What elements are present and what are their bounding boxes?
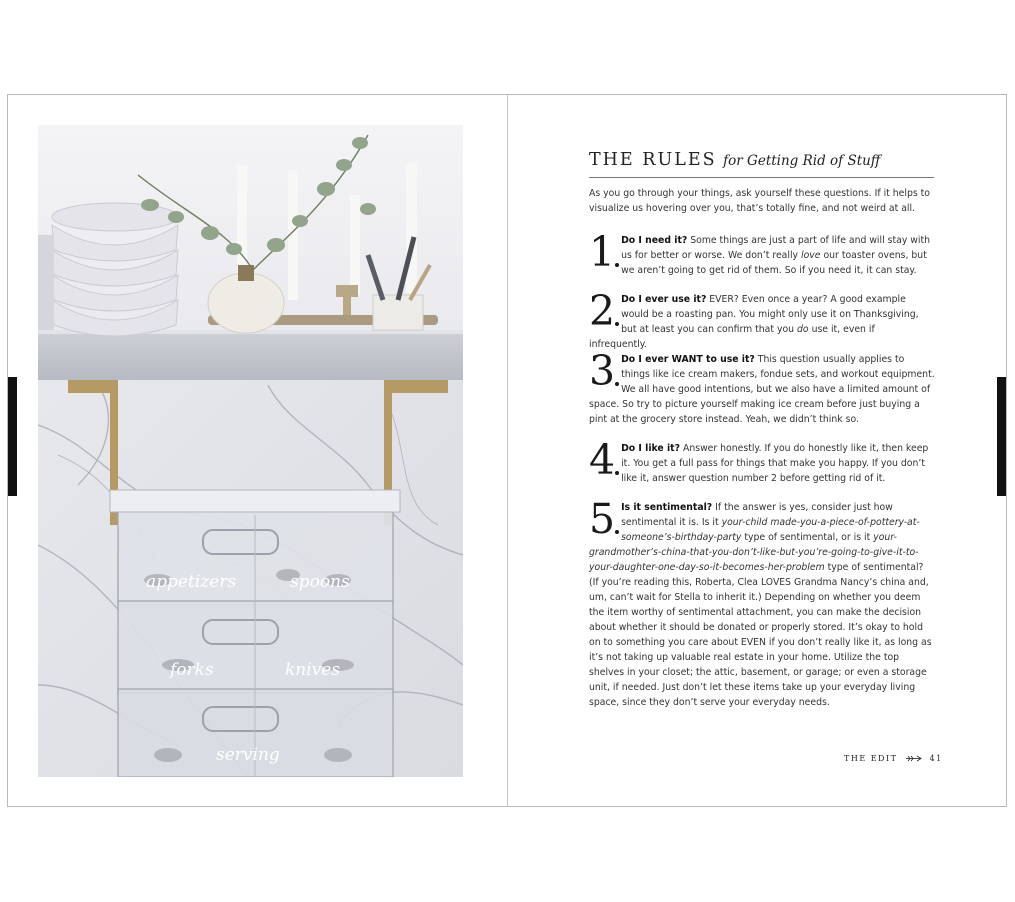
title-rule: [589, 177, 934, 178]
drawer-label-knives: knives: [285, 660, 341, 680]
rule-question: Is it sentimental?: [621, 502, 713, 513]
rule-number: 2: [589, 287, 616, 335]
rule-text-italic: do: [797, 324, 809, 335]
rule-item-1: [589, 228, 935, 278]
kitchen-photo: [38, 125, 463, 777]
rule-number: 5: [589, 495, 616, 543]
intro-paragraph: As you go through your things, ask yourself these questions. If it helps to visualize us hovering over you, that’s totally fine, and not weird at all.: [589, 188, 930, 214]
title-main: THE RULES: [589, 150, 717, 170]
rule-text: type of sentimental? (If you’re reading this, Roberta, Clea LOVES Grandma Nancy’s china and, um, can’t wait for Stella to inherit it.) Depending on whether you deem the item worthy of sentimental attachment, you can make the decision about whether it should be donated or properly stored. It’s okay to hold on to something you care about EVEN if you don’t really like it, as long as it’s not taking up valuable real estate in your home. Utilize the top shelves in your closet; the attic, basement, or garage; or even a storage unit, if needed. Just don’t let these items take up your everyday living space, since they don’t serve your everyday needs.: [589, 562, 932, 708]
rule-number: 3: [589, 347, 616, 395]
page-footer: [844, 754, 943, 764]
rule-question: Do I ever WANT to use it?: [621, 354, 755, 365]
page-number: 41: [929, 754, 943, 763]
right-page-tab: [997, 377, 1006, 496]
rule-number: 1: [589, 228, 616, 276]
rule-text-italic: your-child made-you-a-piece-of-pottery-at-someone’s-birthday-party: [621, 517, 920, 543]
rule-item-5: [589, 495, 935, 710]
rule-text: our toaster ovens, but we aren’t going to get rid of them. So if you need it, it can stay.: [621, 250, 927, 276]
rule-question: Do I like it?: [621, 443, 681, 454]
page-title: [589, 150, 934, 170]
page-gutter: [507, 95, 508, 806]
left-page-tab: [8, 377, 17, 496]
rule-text: This question usually applies to things like ice cream makers, fondue sets, and workout equipment. We all have good intentions, but we also have a limited amount of space. So try to picture yourself making ice cream before just buying a pint at the grocery store instead. Yeah, we didn’t think so.: [589, 354, 935, 425]
rule-item-2: [589, 287, 935, 352]
rule-number: 4: [589, 436, 616, 484]
rule-text: Answer honestly. If you do honestly like it, then keep it. You get a full pass for things that make you happy. If you don’t like it, answer question number 2 before getting rid of it.: [621, 443, 929, 484]
running-head: THE EDIT: [844, 754, 898, 763]
rule-text-italic: your-grandmother’s-china-that-you-don’t-like-but-you’re-going-to-give-it-to-your-daughter-one-day-so-it-becomes-her-problem: [589, 532, 919, 573]
rule-text: type of sentimental, or is it: [741, 532, 874, 543]
title-sub: for Getting Rid of Stuff: [723, 153, 881, 169]
rule-item-4: [589, 436, 935, 486]
drawer-label-spoons: spoons: [290, 572, 350, 592]
drawer-label-appetizers: appetizers: [146, 572, 237, 592]
rule-text: use it, even if infrequently.: [589, 324, 875, 350]
rule-item-3: [589, 347, 935, 427]
rule-question: Do I need it?: [621, 235, 688, 246]
drawer-label-serving: serving: [216, 745, 280, 765]
arrow-ornament-icon: [906, 755, 922, 764]
rule-text-italic: love: [801, 250, 821, 261]
rule-text: Some things are just a part of life and will stay with us for better or worse. We don’t really: [621, 235, 931, 261]
rule-question: Do I ever use it?: [621, 294, 707, 305]
rule-text: EVER? Even once a year? A good example would be a roasting pan. You might only use it on Thanksgiving, but at least you can confirm that you: [621, 294, 919, 335]
drawer-label-forks: forks: [170, 660, 214, 680]
rule-text: If the answer is yes, consider just how sentimental it is. Is it: [621, 502, 893, 528]
